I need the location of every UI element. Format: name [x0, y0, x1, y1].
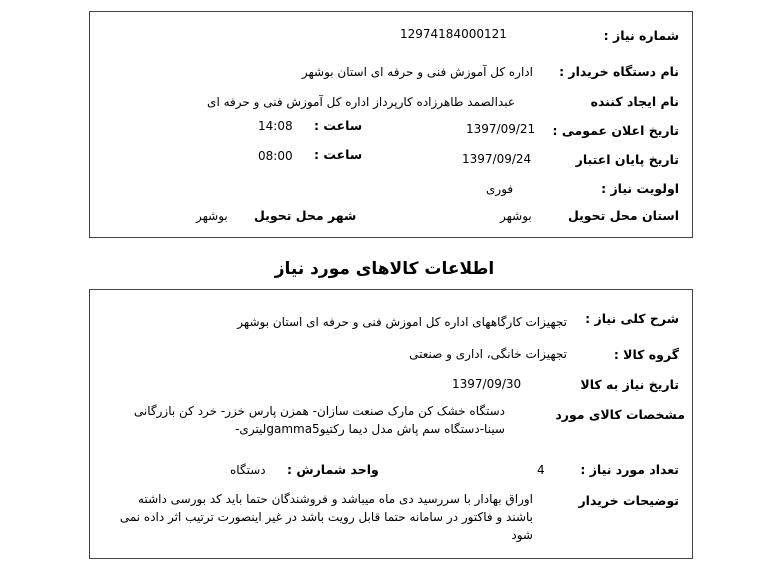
delivery-city-value: بوشهر	[196, 209, 228, 223]
delivery-province-value: بوشهر	[500, 209, 532, 223]
validity-date-label: تاریخ پایان اعتبار	[575, 152, 679, 167]
creator-value: عبدالصمد طاهرزاده کارپرداز اداره کل آموزش فنی و حرفه ای	[207, 95, 515, 109]
announce-date-value: 1397/09/21	[466, 122, 536, 136]
delivery-city-label: شهر محل تحویل	[254, 208, 357, 223]
announce-time-value: 14:08	[258, 119, 293, 133]
buyer-notes-line-3: شود	[511, 528, 533, 542]
specs-label: مشخصات کالای مورد	[555, 407, 685, 422]
quantity-value: 4	[537, 463, 545, 477]
priority-value: فوری	[486, 182, 514, 196]
unit-value: دستگاه	[230, 463, 266, 477]
need-date-value: 1397/09/30	[452, 377, 522, 391]
need-number-value: 12974184000121	[400, 27, 507, 41]
general-desc-value: تجهیزات کارگاههای اداره کل اموزش فنی و حرفه ای استان بوشهر	[237, 315, 567, 329]
buyer-org-label: نام دستگاه خریدار :	[559, 64, 679, 79]
validity-time-value: 08:00	[258, 149, 293, 163]
validity-date-value: 1397/09/24	[462, 152, 532, 166]
goods-group-value: تجهیزات خانگی، اداری و صنعتی	[409, 347, 567, 361]
buyer-notes-line-2: باشند و فاکتور در سامانه حتما قابل رویت باشد در غیر اینصورت ترتیب اثر داده نمی	[119, 510, 533, 524]
need-number-label: شماره نیاز :	[603, 28, 679, 43]
need-date-label: تاریخ نیاز به کالا	[580, 377, 679, 392]
buyer-org-value: اداره کل آموزش فنی و حرفه ای استان بوشهر	[301, 65, 533, 79]
quantity-label: تعداد مورد نیاز :	[580, 462, 679, 477]
section-title: اطلاعات کالاهای مورد نیاز	[274, 259, 495, 279]
buyer-notes-label: توضیحات خریدار	[578, 493, 679, 508]
goods-group-label: گروه کالا :	[613, 347, 679, 362]
specs-line-2: سینا-دستگاه سم پاش مدل دیما رکتیوgamma5لیتری-	[235, 422, 505, 436]
announce-time-label: ساعت :	[314, 118, 363, 133]
specs-line-1: دستگاه خشک کن مارک صنعت سازان- همزن پارس خزر- خرد کن بازرگانی	[133, 404, 505, 418]
buyer-notes-line-1: اوراق بهادار با سررسید دی ماه میباشد و فروشندگان حتما باید کد بورسی داشته	[138, 492, 533, 506]
validity-time-label: ساعت :	[314, 147, 363, 162]
delivery-province-label: استان محل تحویل	[567, 208, 679, 223]
priority-label: اولویت نیاز :	[601, 181, 679, 196]
creator-label: نام ایجاد کننده	[590, 94, 679, 109]
announce-date-label: تاریخ اعلان عمومی :	[552, 123, 679, 138]
unit-label: واحد شمارش :	[287, 462, 379, 477]
general-desc-label: شرح کلی نیاز :	[585, 311, 679, 326]
